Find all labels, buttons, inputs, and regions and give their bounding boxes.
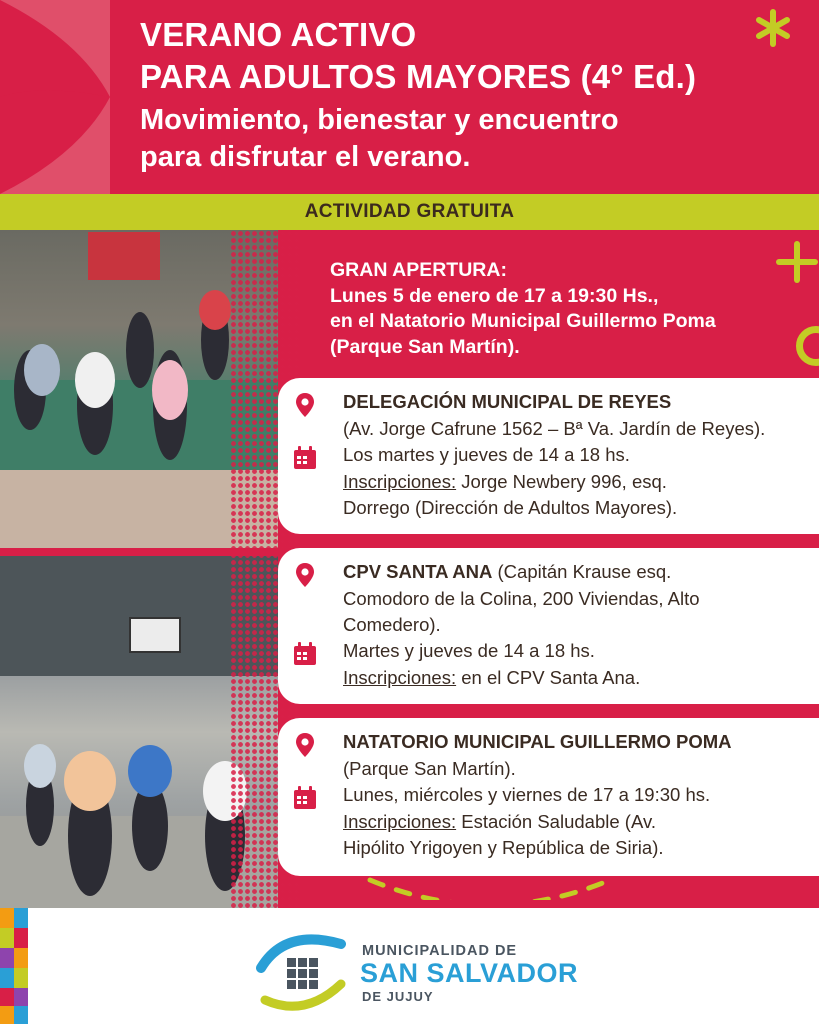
footer [0, 908, 819, 1024]
calendar-icon [292, 785, 318, 811]
location-name: CPV SANTA ANA [343, 561, 493, 582]
subtitle-line2: para disfrutar el verano. [140, 141, 471, 173]
location-address: (Av. Jorge Cafrune 1562 – Bª Va. Jardín de Reyes). [343, 417, 766, 439]
location-pin-icon [292, 562, 318, 588]
band-label: ACTIVIDAD GRATUITA [304, 201, 515, 222]
inscription-detail: Estación Saludable (Av. [456, 810, 656, 832]
free-activity-band [0, 194, 819, 230]
grand-opening-park: (Parque San Martín). [330, 335, 520, 358]
inscription-label: Inscripciones: [343, 470, 457, 492]
subtitle-line1: Movimiento, bienestar y encuentro [140, 104, 619, 136]
location-name: NATATORIO MUNICIPAL GUILLERMO POMA [343, 731, 732, 752]
location-address: (Parque San Martín). [343, 757, 516, 779]
calendar-icon [292, 445, 318, 471]
location-schedule: Lunes, miércoles y viernes de 17 a 19:30 hs. [343, 784, 711, 805]
header-titles [140, 14, 790, 176]
header [0, 0, 819, 194]
inscription-detail: Jorge Newbery 996, esq. [456, 470, 667, 492]
inscription-detail: en el CPV Santa Ana. [456, 666, 641, 688]
inscription-detail-cont: Dorrego (Dirección de Adultos Mayores). [343, 497, 678, 518]
mosaic-decoration-icon [0, 908, 28, 1024]
inscription-detail-cont: Hipólito Yrigoyen y República de Siria). [343, 837, 664, 858]
logo-text-bottom: DE JUJUY [362, 989, 434, 1004]
location-schedule: Martes y jueves de 14 a 18 hs. [343, 640, 595, 661]
main-section [0, 230, 819, 908]
location-card-reyes [278, 378, 819, 534]
grand-opening-venue: en el Natatorio Municipal Guillermo Poma [330, 310, 716, 332]
flower-decoration-icon [0, 0, 110, 194]
location-pin-icon [292, 392, 318, 418]
logo-text-main: SAN SALVADOR [360, 958, 579, 988]
page-title-line2: PARA ADULTOS MAYORES (4° Ed.) [140, 58, 697, 95]
dashed-arc-decoration [360, 840, 620, 900]
location-card-santa-ana [278, 548, 819, 704]
asterisk-icon [753, 8, 793, 48]
inscription-label: Inscripciones: [343, 810, 457, 832]
page-title-line1: VERANO ACTIVO [140, 16, 417, 53]
inscription-label: Inscripciones: [343, 666, 457, 688]
location-name: DELEGACIÓN MUNICIPAL DE REYES [343, 391, 672, 412]
grand-opening-heading: GRAN APERTURA: [330, 259, 507, 281]
location-schedule: Los martes y jueves de 14 a 18 hs. [343, 444, 630, 465]
municipality-logo-icon [255, 926, 355, 1016]
location-address-cont: Comodoro de la Colina, 200 Viviendas, Alto [343, 587, 700, 609]
location-address: (Capitán Krause esq. [492, 561, 672, 582]
grand-opening-date: Lunes 5 de enero de 17 a 19:30 Hs., [330, 284, 659, 307]
location-address-end: Comedero). [343, 614, 441, 635]
location-pin-icon [292, 732, 318, 758]
grand-opening-block [330, 258, 810, 360]
logo-text-top: MUNICIPALIDAD DE [362, 943, 518, 959]
calendar-icon [292, 641, 318, 667]
